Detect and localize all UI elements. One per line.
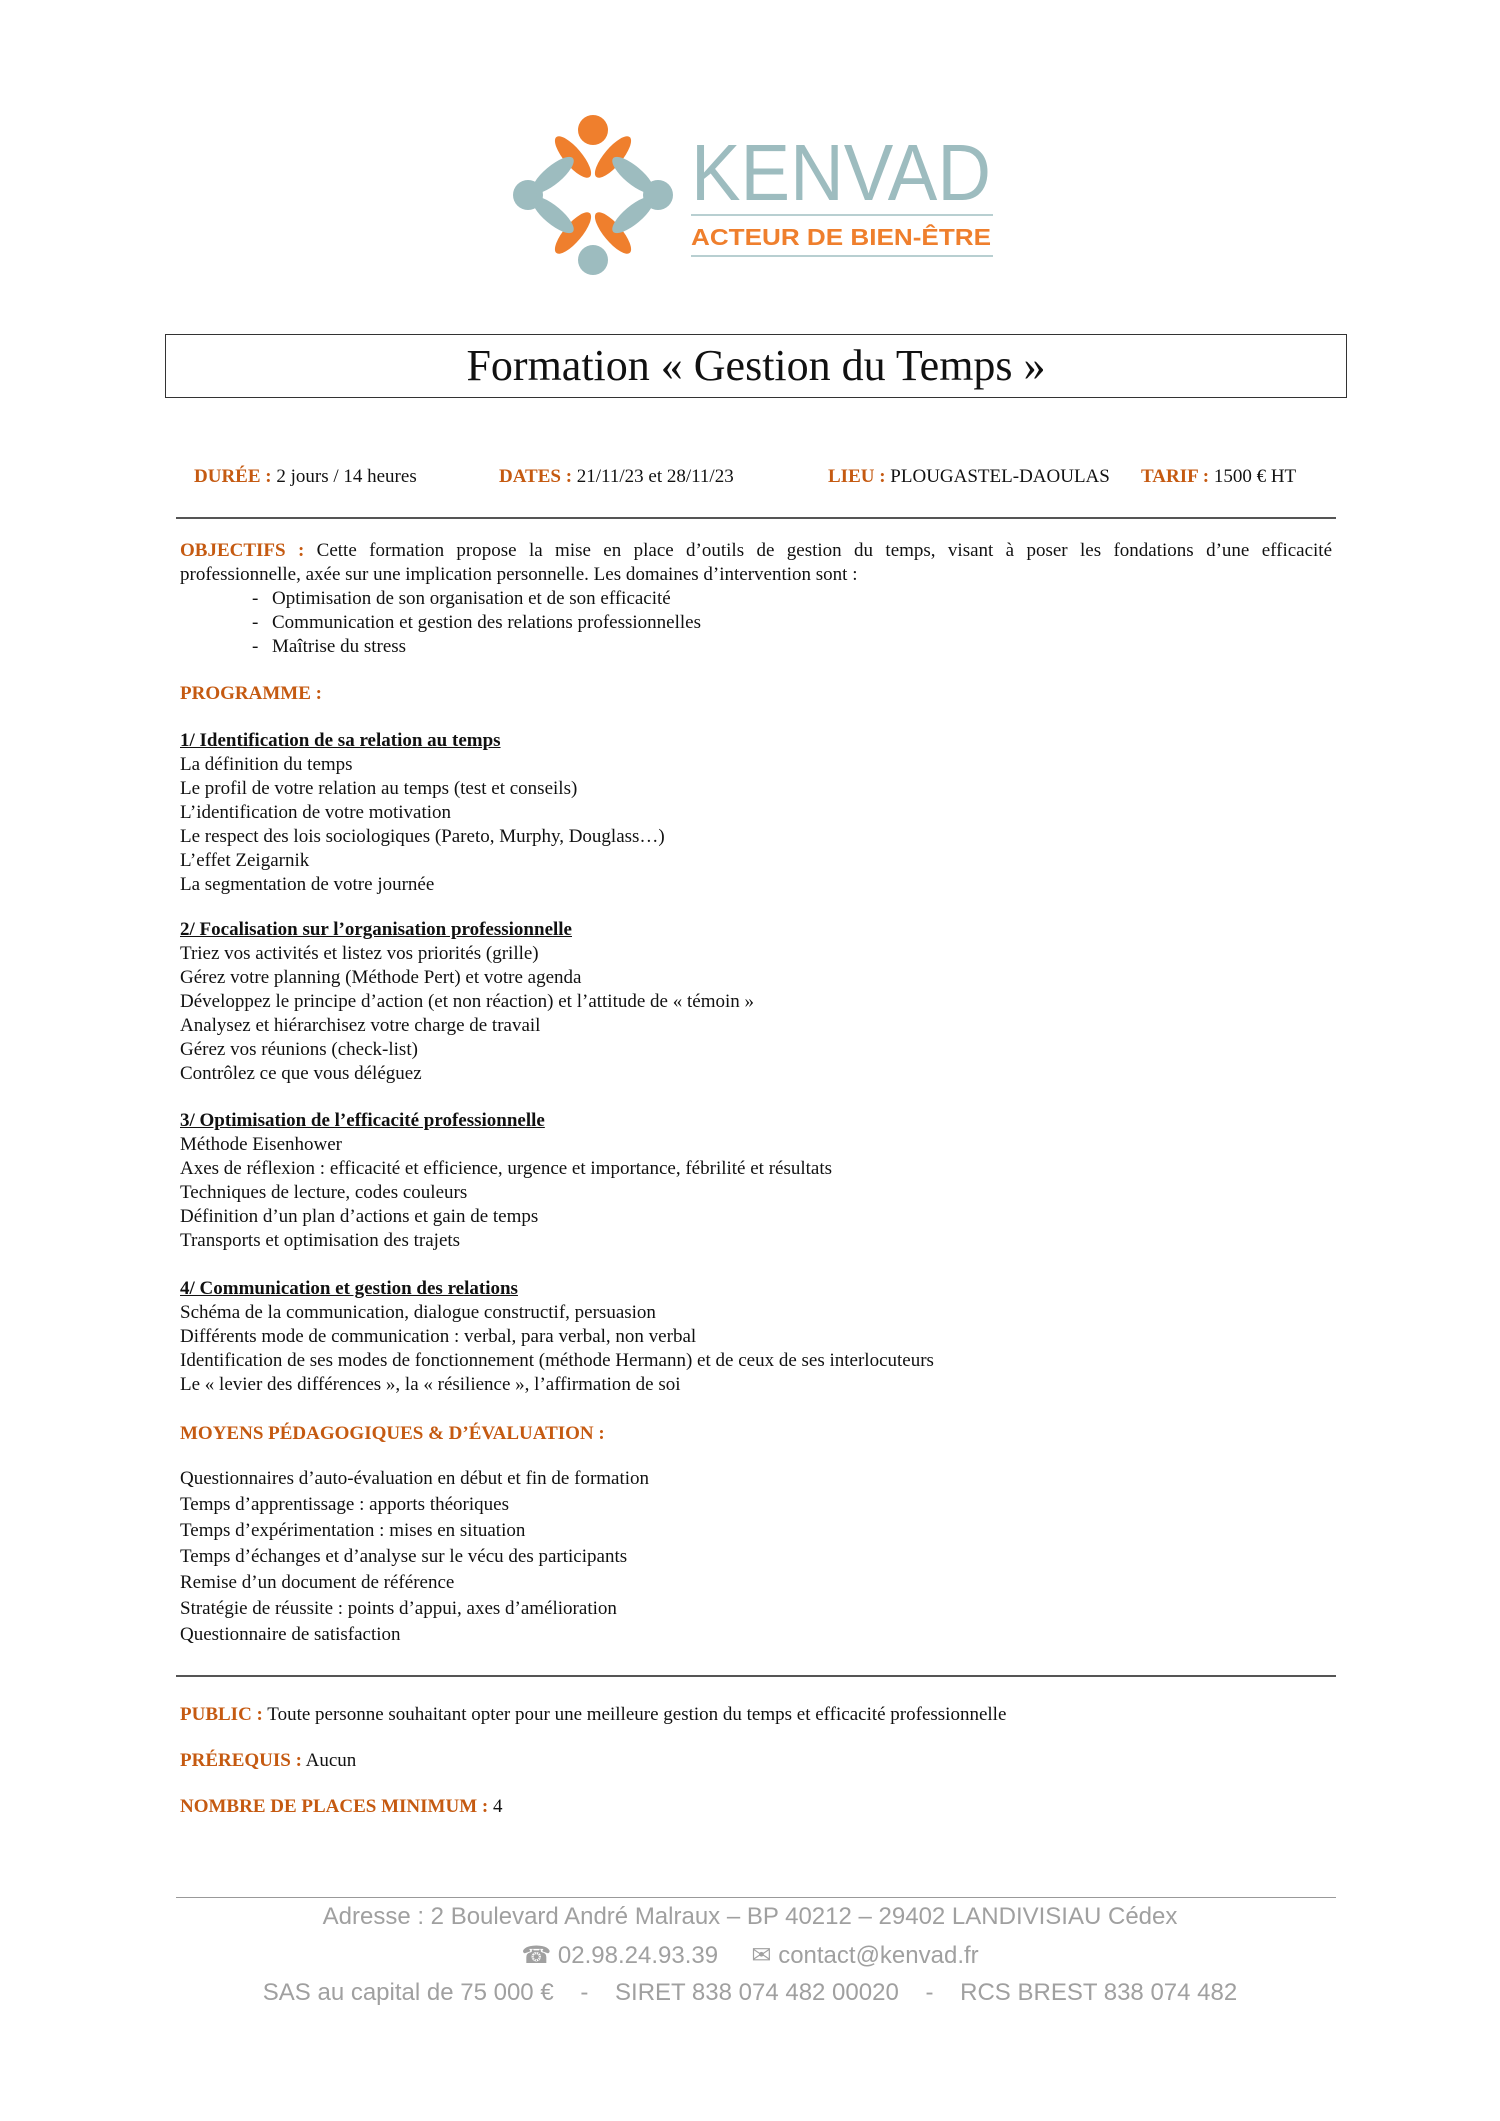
title-box <box>165 334 1347 398</box>
info-duree: DURÉE : 2 jours / 14 heures <box>194 466 417 487</box>
footer-address: Adresse : 2 Boulevard André Malraux – BP 40212 – 29402 LANDIVISIAU Cédex <box>322 1903 1178 1930</box>
programme-item: Axes de réflexion : efficacité et efficience, urgence et importance, fébrilité et résultats <box>180 1158 833 1179</box>
moyens-item: Temps d’échanges et d’analyse sur le vécu des participants <box>180 1546 628 1567</box>
programme-item: Développez le principe d’action (et non réaction) et l’attitude de « témoin » <box>180 991 754 1012</box>
kenvad-logo <box>478 90 1028 300</box>
programme-item: Contrôlez ce que vous déléguez <box>180 1063 422 1084</box>
programme-section-title: 2/ Focalisation sur l’organisation professionnelle <box>180 919 572 940</box>
programme-item: Différents mode de communication : verbal, para verbal, non verbal <box>180 1326 697 1347</box>
programme-heading: PROGRAMME : <box>180 683 322 704</box>
programme-section <box>180 1277 1332 1397</box>
programme-item: Méthode Eisenhower <box>180 1134 342 1155</box>
programme-item: L’effet Zeigarnik <box>180 850 310 871</box>
programme-item: Le profil de votre relation au temps (test et conseils) <box>180 778 578 799</box>
programme-item: Gérez vos réunions (check-list) <box>180 1039 418 1060</box>
programme-item: Schéma de la communication, dialogue constructif, persuasion <box>180 1302 656 1323</box>
programme-section-title: 3/ Optimisation de l’efficacité professionnelle <box>180 1110 545 1131</box>
programme-item: Définition d’un plan d’actions et gain de temps <box>180 1206 539 1227</box>
mail-icon: ✉ <box>751 1942 772 1969</box>
divider <box>176 517 1336 519</box>
email-link[interactable]: contact@kenvad.fr <box>778 1942 979 1969</box>
footer-legal: SAS au capital de 75 000 € - SIRET 838 074 482 00020 - RCS BREST 838 074 482 <box>262 1979 1238 2006</box>
programme-section <box>180 1109 1332 1253</box>
programme-item: Analysez et hiérarchisez votre charge de travail <box>180 1015 541 1036</box>
programme-item: L’identification de votre motivation <box>180 802 452 823</box>
programme-item: Le « levier des différences », la « résilience », l’affirmation de soi <box>180 1374 681 1395</box>
logo-tagline: ACTEUR DE BIEN-ÊTRE <box>691 224 956 250</box>
footer-contact: ☎ 02.98.24.93.39 ✉ contact@kenvad.fr <box>521 1942 979 1969</box>
moyens-list <box>180 1466 1332 1648</box>
info-dates: DATES : 21/11/23 et 28/11/23 <box>499 466 734 487</box>
programme-item: Gérez votre planning (Méthode Pert) et votre agenda <box>180 967 582 988</box>
programme-item: La segmentation de votre journée <box>180 874 435 895</box>
moyens-item: Remise d’un document de référence <box>180 1572 455 1593</box>
objectifs-section: OBJECTIFS : Cette formation propose la mise en place d’outils de gestion du temps, visant à poser les fondations d’une efficacité professionnelle, axée sur une implication personnelle. Les domaines d’intervention sont : - Optimisation de son organisation et de son efficacité - Communication et gestion des relations professionnelles - Maîtrise du stress <box>180 540 1333 657</box>
programme-section-title: 1/ Identification de sa relation au temps <box>180 730 501 751</box>
page-title: Formation « Gestion du Temps » <box>466 341 1046 390</box>
places-row: NOMBRE DE PLACES MINIMUM : 4 <box>180 1796 503 1817</box>
programme-section <box>180 729 1332 897</box>
programme-item: La définition du temps <box>180 754 353 775</box>
programme-item: Techniques de lecture, codes couleurs <box>180 1182 468 1203</box>
info-lieu: LIEU : PLOUGASTEL-DAOULAS <box>828 466 1110 487</box>
moyens-item: Temps d’apprentissage : apports théoriques <box>180 1494 509 1515</box>
moyens-item: Questionnaires d’auto-évaluation en début et fin de formation <box>180 1468 650 1489</box>
phone-icon: ☎ <box>521 1942 552 1969</box>
moyens-heading: MOYENS PÉDAGOGIQUES & D’ÉVALUATION : <box>180 1423 605 1444</box>
programme-item: Triez vos activités et listez vos priorités (grille) <box>180 943 539 964</box>
programme-item: Transports et optimisation des trajets <box>180 1230 461 1251</box>
moyens-item: Temps d’expérimentation : mises en situation <box>180 1520 526 1541</box>
moyens-item: Questionnaire de satisfaction <box>180 1624 401 1645</box>
logo-name: KENVAD <box>691 128 991 217</box>
programme-section <box>180 918 1332 1086</box>
programme-section-title: 4/ Communication et gestion des relations <box>180 1278 518 1299</box>
prerequis-row: PRÉREQUIS : Aucun <box>180 1750 357 1771</box>
info-tarif: TARIF : 1500 € HT <box>1141 466 1297 487</box>
programme-item: Le respect des lois sociologiques (Pareto, Murphy, Douglass…) <box>180 826 665 847</box>
public-row: PUBLIC : Toute personne souhaitant opter pour une meilleure gestion du temps et efficacité professionnelle <box>180 1704 1007 1725</box>
divider <box>176 1675 1336 1677</box>
programme-item: Identification de ses modes de fonctionnement (méthode Hermann) et de ceux de ses interlocuteurs <box>180 1350 934 1371</box>
moyens-item: Stratégie de réussite : points d’appui, axes d’amélioration <box>180 1598 617 1619</box>
footer-divider <box>176 1897 1336 1898</box>
